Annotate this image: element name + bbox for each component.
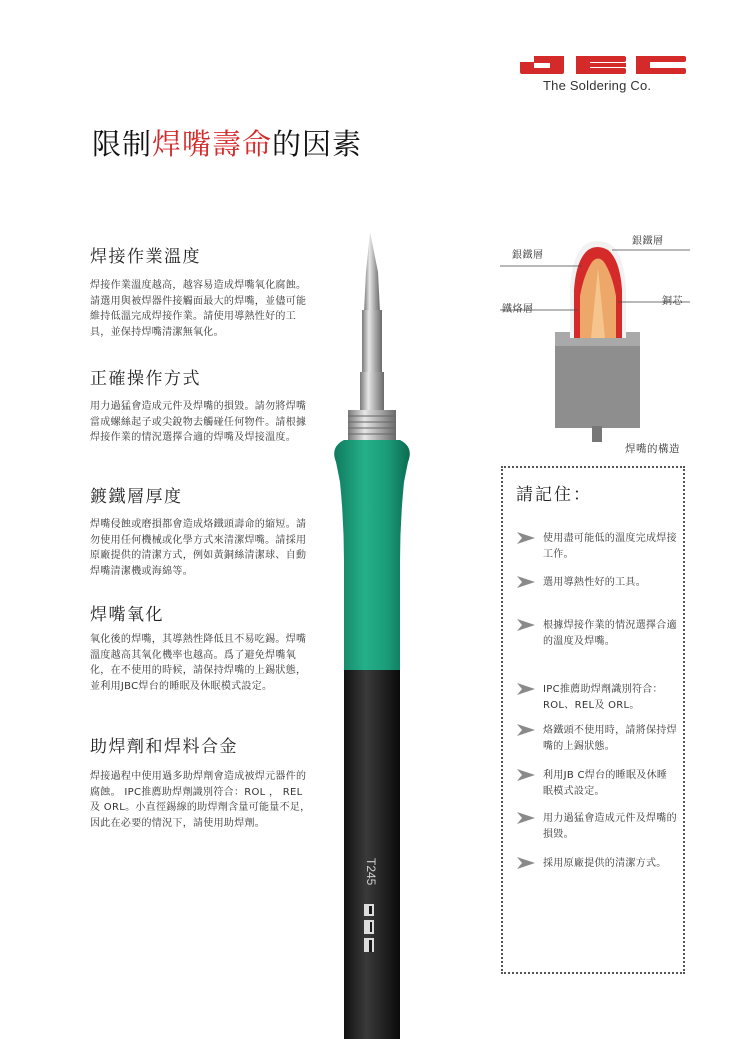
logo-tagline: The Soldering Co. xyxy=(543,78,652,93)
remember-item-text: 烙鐵頭不使用時，請將保持焊嘴的上錫狀態。 xyxy=(543,725,677,752)
arrow-right-icon xyxy=(517,532,535,544)
iron-brand-mark xyxy=(364,904,374,952)
arrow-right-icon xyxy=(517,619,535,631)
diagram-caption: 焊嘴的構造 xyxy=(625,443,680,455)
section-heading-plating: 鍍鐵層厚度 xyxy=(90,487,183,507)
label-copper-core: 銅芯 xyxy=(662,296,683,307)
arrow-right-icon xyxy=(517,812,535,824)
remember-item-text: 根據焊接作業的情況選擇合適的溫度及焊嘴。 xyxy=(543,620,677,647)
title-part-2: 的因素 xyxy=(272,127,363,161)
section-body-plating: 焊嘴侵蝕或磨損都會造成烙鐵頭壽命的縮短。請勿使用任何機械或化學方式來清潔焊嘴。請採用原廠提供的清潔方式，例如黃銅絲清潔球、自動焊嘴清潔機或海綿等。 xyxy=(90,519,307,577)
title-part-1: 限制 xyxy=(92,127,153,161)
label-silver-layer-left: 銀鐵層 xyxy=(512,250,544,261)
section-heading-oxidation: 焊嘴氧化 xyxy=(90,605,164,625)
remember-item-text: 利用JB C焊台的睡眠及休睡眠模式設定。 xyxy=(543,770,668,797)
remember-item-text: 使用盡可能低的溫度完成焊接工作。 xyxy=(543,533,677,560)
section-body-temperature: 焊接作業溫度越高，越容易造成焊嘴氧化腐蝕。請選用與被焊器件接觸面最大的焊嘴，並儘可能維持低溫完成焊接作業。請使用導熱性好的工具，並保持焊嘴清潔無氧化。 xyxy=(90,280,307,338)
remember-item-text: 採用原廠提供的清潔方式。 xyxy=(543,858,667,869)
remember-item-text: IPC推薦助焊劑識別符合：ROL、REL及 ORL。 xyxy=(543,684,663,711)
arrow-right-icon xyxy=(517,769,535,781)
remember-item-text: 選用導熱性好的工具。 xyxy=(543,577,646,588)
remember-item-text: 用力過猛會造成元件及焊嘴的損毀。 xyxy=(543,813,677,840)
section-body-operation: 用力過猛會造成元件及焊嘴的損毀。請勿將焊嘴當成螺絲起子或尖銳物去觸碰任何物件。請根據焊接作業的情況選擇合適的焊嘴及焊接溫度。 xyxy=(90,401,307,443)
page-title xyxy=(92,122,362,163)
arrow-right-icon xyxy=(517,683,535,695)
iron-handle xyxy=(344,670,400,1039)
iron-tip xyxy=(364,232,380,312)
title-highlight: 焊嘴壽命 xyxy=(152,127,273,161)
arrow-right-icon xyxy=(517,576,535,588)
section-body-flux: 焊接過程中使用過多助焊劑會造成被焊元器件的腐蝕。 IPC推薦助焊劑識別符合：ROL ， REL及 ORL。小直徑錫線的助焊劑含量可能量不足， 因此在必要的情況下，請使用助焊劑。 xyxy=(90,771,311,829)
remember-title: 請記住： xyxy=(516,485,592,505)
section-heading-flux: 助焊劑和焊料合金 xyxy=(90,737,238,757)
section-heading-operation: 正確操作方式 xyxy=(90,369,201,389)
label-iron-layer: 鐵烙層 xyxy=(502,304,534,315)
iron-model-label: T245 xyxy=(364,858,378,886)
iron-nut xyxy=(348,410,396,442)
soldering-iron-illustration xyxy=(320,232,432,1039)
section-body-oxidation: 氧化後的焊嘴，其導熱性降低且不易吃錫。焊嘴溫度越高其氧化機率也越高。爲了避免焊嘴氧化，在不使用的時候，請保持焊嘴的上錫狀態，並利用JBC焊台的睡眠及休眠模式設定。 xyxy=(90,634,307,692)
arrow-right-icon xyxy=(517,857,535,869)
arrow-right-icon xyxy=(517,724,535,736)
iron-grip xyxy=(334,440,410,672)
section-heading-temperature: 焊接作業溫度 xyxy=(90,247,201,267)
label-silver-layer-right: 銀鐵層 xyxy=(632,236,664,247)
